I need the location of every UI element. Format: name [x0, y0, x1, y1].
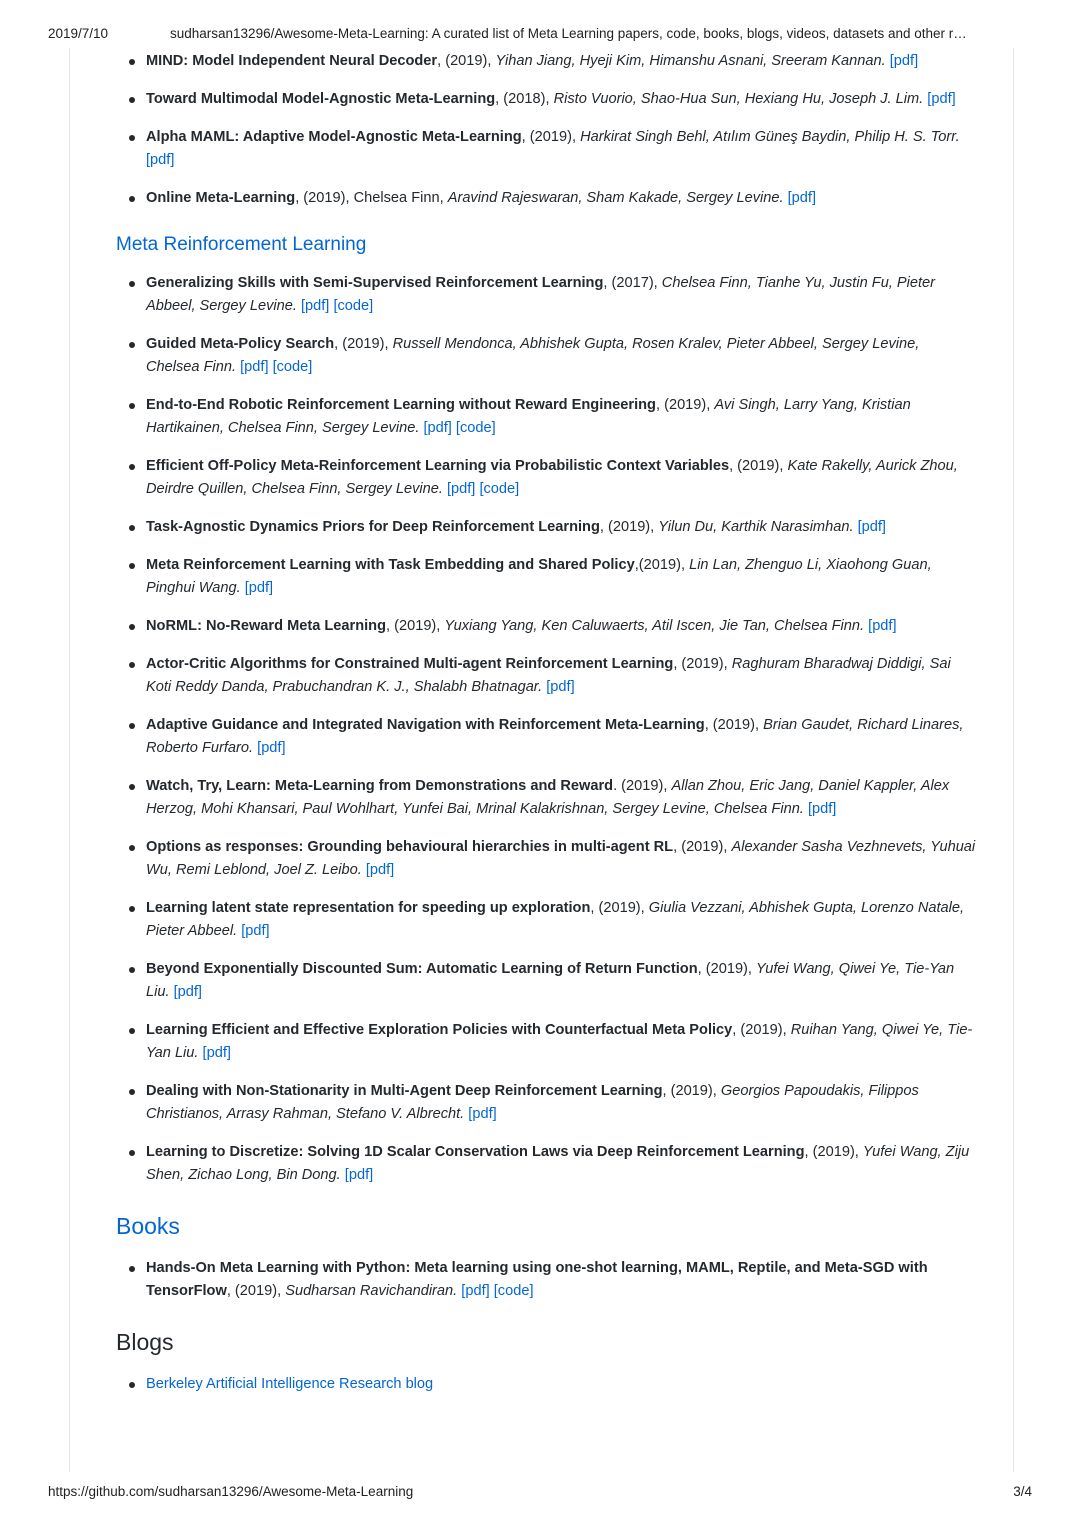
paper-authors: Raghuram Bharadwaj Diddigi, Sai Koti Reddy Danda, Prabuchandran K. J., Shalabh Bhatnagar.	[146, 656, 951, 695]
paper-title: Learning latent state representation for speeding up exploration	[146, 900, 591, 916]
pdf-link[interactable]: [pdf]	[244, 580, 274, 596]
paper-year: , (2019),	[590, 900, 649, 916]
paper-authors: Georgios Papoudakis, Filippos Christianos, Arrasy Rahman, Stefano V. Albrecht.	[146, 1083, 919, 1122]
paper-year: , (2018),	[495, 91, 554, 107]
pdf-link[interactable]: [pdf]	[807, 801, 837, 817]
page-border-left	[69, 48, 70, 1472]
pdf-link[interactable]: [pdf]	[344, 1167, 374, 1183]
paper-title: Learning to Discretize: Solving 1D Scalar Conservation Laws via Deep Reinforcement Learning	[146, 1144, 805, 1160]
list-item	[116, 775, 976, 821]
paper-title: Task-Agnostic Dynamics Priors for Deep Reinforcement Learning	[146, 519, 600, 535]
paper-authors: Yuxiang Yang, Ken Caluwaerts, Atil Iscen, Jie Tan, Chelsea Finn.	[444, 618, 865, 634]
list-item	[116, 333, 976, 379]
paper-year: , (2019),	[673, 656, 732, 672]
list-item	[116, 394, 976, 440]
list-item	[116, 126, 976, 172]
pdf-link[interactable]: [pdf]	[365, 862, 395, 878]
list-item	[116, 272, 976, 318]
list-item	[116, 88, 976, 111]
blog-link[interactable]: Berkeley Artificial Intelligence Research blog	[146, 1376, 434, 1392]
book-authors: Sudharsan Ravichandiran.	[285, 1283, 458, 1299]
paper-title: Watch, Try, Learn: Meta-Learning from Demonstrations and Reward	[146, 778, 614, 794]
paper-title: Guided Meta-Policy Search	[146, 336, 335, 352]
paper-year: , (2019),	[521, 129, 581, 145]
pdf-link[interactable]: [pdf]	[423, 420, 452, 436]
code-link[interactable]: [code]	[455, 420, 496, 436]
pdf-link[interactable]: [pdf]	[173, 984, 202, 1000]
pdf-link[interactable]: [pdf]	[468, 1106, 497, 1122]
pdf-link[interactable]: [pdf]	[241, 923, 270, 939]
section-heading-meta-rl: Meta Reinforcement Learning	[116, 234, 367, 255]
pdf-link[interactable]: [pdf]	[240, 359, 269, 375]
page-border-right	[1013, 48, 1014, 1472]
pdf-link[interactable]: [pdf]	[461, 1283, 490, 1299]
pdf-link[interactable]: [pdf]	[868, 618, 897, 634]
paper-title: MIND: Model Independent Neural Decoder	[146, 53, 438, 69]
list-item	[116, 50, 976, 73]
paper-title: Adaptive Guidance and Integrated Navigation with Reinforcement Meta-Learning	[146, 717, 705, 733]
list-item	[116, 897, 976, 943]
pdf-link[interactable]: [pdf]	[787, 190, 817, 206]
paper-authors: Kate Rakelly, Aurick Zhou, Deirdre Quillen, Chelsea Finn, Sergey Levine.	[146, 458, 958, 497]
paper-year: , (2019),	[599, 519, 659, 535]
paper-year: , (2019),	[697, 961, 757, 977]
paper-title: Efficient Off-Policy Meta-Reinforcement Learning via Probabilistic Context Variables	[146, 458, 730, 474]
paper-year: , (2019),	[704, 717, 764, 733]
paper-title: Alpha MAML: Adaptive Model-Agnostic Meta-Learning	[146, 129, 522, 145]
pdf-link[interactable]: [pdf]	[446, 481, 476, 497]
code-link[interactable]: [code]	[493, 1283, 534, 1299]
paper-list-top	[116, 50, 976, 210]
paper-year: , (2019),	[386, 618, 445, 634]
paper-year: , (2019),	[437, 53, 496, 69]
list-item	[116, 1019, 976, 1065]
paper-year: , (2019), Chelsea Finn,	[295, 190, 448, 206]
pdf-link[interactable]: [pdf]	[857, 519, 886, 535]
pdf-link[interactable]: [pdf]	[257, 740, 286, 756]
paper-year: , (2019),	[334, 336, 393, 352]
section-heading-books: Books	[116, 1213, 180, 1239]
paper-title: Learning Efficient and Effective Exploration Policies with Counterfactual Meta Policy	[146, 1022, 733, 1038]
book-title: Hands-On Meta Learning with Python: Meta learning using one-shot learning, MAML, Reptile, and Meta-SGD with TensorFlow	[146, 1260, 928, 1299]
paper-title: Generalizing Skills with Semi-Supervised Reinforcement Learning	[146, 275, 604, 291]
paper-authors: Giulia Vezzani, Abhishek Gupta, Lorenzo Natale, Pieter Abbeel.	[146, 900, 965, 939]
list-item	[116, 653, 976, 699]
paper-authors: Ruihan Yang, Qiwei Ye, Tie-Yan Liu.	[146, 1022, 973, 1061]
pdf-link[interactable]: [pdf]	[202, 1045, 231, 1061]
paper-title: Online Meta-Learning	[146, 190, 296, 206]
paper-year: ,(2019),	[634, 557, 690, 573]
paper-year: , (2019),	[729, 458, 788, 474]
paper-authors: Chelsea Finn, Tianhe Yu, Justin Fu, Pieter Abbeel, Sergey Levine.	[146, 275, 936, 314]
print-page-title: sudharsan13296/Awesome-Meta-Learning: A curated list of Meta Learning papers, code, books, blogs, videos, datasets and other r…	[170, 26, 967, 41]
list-item	[116, 1257, 976, 1303]
paper-title: Meta Reinforcement Learning with Task Embedding and Shared Policy	[146, 557, 635, 573]
paper-authors: Allan Zhou, Eric Jang, Daniel Kappler, Alex Herzog, Mohi Khansari, Paul Wohlhart, Yunfei Bai, Mrinal Kalakrishnan, Sergey Levine, Chelsea Finn.	[146, 778, 950, 817]
paper-title: End-to-End Robotic Reinforcement Learning without Reward Engineering	[146, 397, 656, 413]
readme-content	[116, 50, 976, 1411]
list-item	[116, 455, 976, 501]
print-url: https://github.com/sudharsan13296/Awesome-Meta-Learning	[48, 1484, 414, 1499]
section-heading-blogs: Blogs	[116, 1329, 174, 1355]
paper-title: Dealing with Non-Stationarity in Multi-Agent Deep Reinforcement Learning	[146, 1083, 663, 1099]
paper-year: . (2019),	[613, 778, 672, 794]
book-list	[116, 1257, 976, 1303]
paper-year: , (2019),	[804, 1144, 863, 1160]
print-header	[48, 26, 1032, 44]
code-link[interactable]: [code]	[333, 298, 374, 314]
list-item	[116, 1080, 976, 1126]
paper-authors: Alexander Sasha Vezhnevets, Yuhuai Wu, Remi Leblond, Joel Z. Leibo.	[146, 839, 976, 878]
paper-authors: Harkirat Singh Behl, Atılım Güneş Baydin, Philip H. S. Torr.	[580, 129, 960, 145]
pdf-link[interactable]: [pdf]	[546, 679, 575, 695]
paper-authors: Yihan Jiang, Hyeji Kim, Himanshu Asnani, Sreeram Kannan.	[495, 53, 886, 69]
paper-list-meta-rl	[116, 272, 976, 1187]
pdf-link[interactable]: [pdf]	[889, 53, 919, 69]
paper-year: , (2019),	[655, 397, 715, 413]
pdf-link[interactable]: [pdf]	[146, 152, 175, 168]
list-item	[116, 1373, 976, 1396]
paper-year: , (2019),	[662, 1083, 721, 1099]
paper-title: NoRML: No-Reward Meta Learning	[146, 618, 386, 634]
page-number: 3/4	[1013, 1484, 1032, 1499]
paper-authors: Lin Lan, Zhenguo Li, Xiaohong Guan, Pinghui Wang.	[146, 557, 932, 596]
code-link[interactable]: [code]	[479, 481, 520, 497]
paper-authors: Yufei Wang, Qiwei Ye, Tie-Yan Liu.	[146, 961, 955, 1000]
pdf-link[interactable]: [pdf]	[927, 91, 956, 107]
paper-title: Beyond Exponentially Discounted Sum: Automatic Learning of Return Function	[146, 961, 698, 977]
blog-list	[116, 1373, 976, 1396]
paper-authors: Avi Singh, Larry Yang, Kristian Hartikainen, Chelsea Finn, Sergey Levine.	[146, 397, 911, 436]
list-item	[116, 554, 976, 600]
book-year: , (2019),	[226, 1283, 286, 1299]
paper-authors: Yilun Du, Karthik Narasimhan.	[658, 519, 854, 535]
list-item	[116, 714, 976, 760]
paper-title: Toward Multimodal Model-Agnostic Meta-Learning	[146, 91, 496, 107]
paper-authors: Aravind Rajeswaran, Sham Kakade, Sergey Levine.	[447, 190, 784, 206]
paper-authors: Risto Vuorio, Shao-Hua Sun, Hexiang Hu, Joseph J. Lim.	[553, 91, 924, 107]
paper-authors: Yufei Wang, Ziju Shen, Zichao Long, Bin Dong.	[146, 1144, 970, 1183]
list-item	[116, 615, 976, 638]
paper-year: , (2019),	[673, 839, 732, 855]
list-item	[116, 1141, 976, 1187]
paper-title: Options as responses: Grounding behavioural hierarchies in multi-agent RL	[146, 839, 674, 855]
print-footer	[48, 1484, 1032, 1502]
code-link[interactable]: [code]	[272, 359, 313, 375]
list-item	[116, 187, 976, 210]
list-item	[116, 516, 976, 539]
paper-authors: Brian Gaudet, Richard Linares, Roberto Furfaro.	[146, 717, 964, 756]
pdf-link[interactable]: [pdf]	[300, 298, 330, 314]
list-item	[116, 958, 976, 1004]
print-date: 2019/7/10	[48, 26, 109, 41]
paper-title: Actor-Critic Algorithms for Constrained Multi-agent Reinforcement Learning	[146, 656, 674, 672]
paper-authors: Russell Mendonca, Abhishek Gupta, Rosen Kralev, Pieter Abbeel, Sergey Levine, Chelsea Finn.	[146, 336, 920, 375]
list-item	[116, 836, 976, 882]
paper-year: , (2017),	[603, 275, 662, 291]
paper-year: , (2019),	[732, 1022, 791, 1038]
